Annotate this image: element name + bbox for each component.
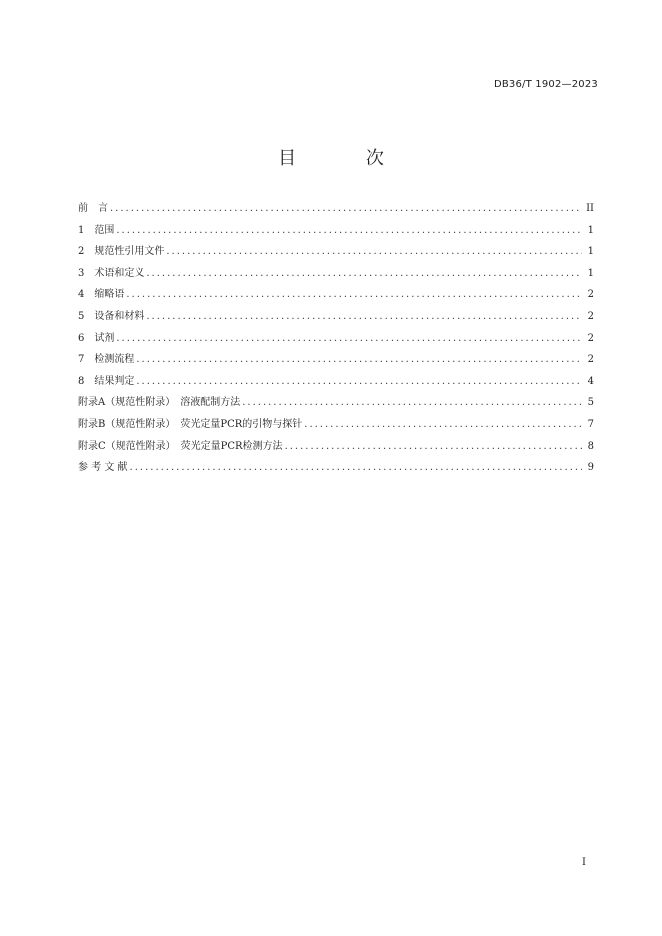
toc-entry-terms-definitions[interactable] <box>78 264 594 286</box>
toc-entry-label: 1 范围 <box>78 224 115 236</box>
toc-entry-normative-references[interactable] <box>78 242 594 264</box>
toc-entry-page: 1 <box>587 246 594 258</box>
toc-dot-leader <box>136 354 582 365</box>
toc-dot-leader <box>304 419 582 430</box>
toc-entry-scope[interactable] <box>78 221 594 243</box>
toc-dot-leader <box>110 203 582 214</box>
document-code: DB36/T 1902—2023 <box>493 79 598 90</box>
toc-entry-appendix-c[interactable] <box>78 437 594 459</box>
toc-entry-page: 8 <box>587 440 594 452</box>
toc-entry-label: 附录B（规范性附录） 荧光定量PCR的引物与探针 <box>78 418 303 430</box>
toc-dot-leader <box>146 268 582 279</box>
toc-entry-label: 5 设备和材料 <box>78 310 145 322</box>
toc-entry-abbreviations[interactable] <box>78 285 594 307</box>
toc-entry-page: 1 <box>587 224 594 236</box>
toc-entry-label: 附录A（规范性附录） 溶液配制方法 <box>78 397 241 409</box>
toc-entry-label: 参 考 文 献 <box>78 462 128 474</box>
toc-dot-leader <box>136 376 582 387</box>
toc-entry-page: 2 <box>587 310 594 322</box>
toc-entry-page: 2 <box>587 289 594 301</box>
toc-entry-foreword[interactable] <box>78 199 594 221</box>
toc-entry-label: 6 试剂 <box>78 332 115 344</box>
toc-entry-label: 7 检测流程 <box>78 354 135 366</box>
toc-dot-leader <box>126 289 582 300</box>
toc-entry-page: 5 <box>587 397 594 409</box>
toc-entry-page: 1 <box>587 267 594 279</box>
table-of-contents <box>78 199 594 480</box>
page-number: I <box>582 857 586 868</box>
toc-dot-leader <box>116 225 582 236</box>
toc-dot-leader <box>130 462 582 473</box>
toc-entry-label: 8 结果判定 <box>78 375 135 387</box>
toc-entry-page: 7 <box>587 418 594 430</box>
toc-entry-label: 3 术语和定义 <box>78 267 145 279</box>
toc-entry-equipment-materials[interactable] <box>78 307 594 329</box>
toc-entry-label: 前 言 <box>78 203 108 214</box>
toc-entry-appendix-a[interactable] <box>78 393 594 415</box>
toc-entry-label: 2 规范性引用文件 <box>78 246 165 258</box>
toc-entry-page: 4 <box>587 375 594 387</box>
toc-dot-leader <box>285 441 582 452</box>
toc-entry-result-judgment[interactable] <box>78 372 594 394</box>
toc-entry-page: 2 <box>587 354 594 366</box>
page-title: 目 次 <box>278 148 416 169</box>
toc-entry-page: II <box>586 203 594 214</box>
toc-dot-leader <box>116 333 582 344</box>
toc-entry-page: 2 <box>587 332 594 344</box>
toc-entry-appendix-b[interactable] <box>78 415 594 437</box>
toc-entry-label: 附录C（规范性附录） 荧光定量PCR检测方法 <box>78 440 283 452</box>
toc-dot-leader <box>166 246 582 257</box>
toc-entry-label: 4 缩略语 <box>78 289 125 301</box>
toc-dot-leader <box>146 311 582 322</box>
toc-entry-detection-procedure[interactable] <box>78 350 594 372</box>
toc-entry-bibliography[interactable] <box>78 458 594 480</box>
toc-entry-reagents[interactable] <box>78 329 594 351</box>
toc-dot-leader <box>242 397 582 408</box>
toc-entry-page: 9 <box>587 462 594 474</box>
